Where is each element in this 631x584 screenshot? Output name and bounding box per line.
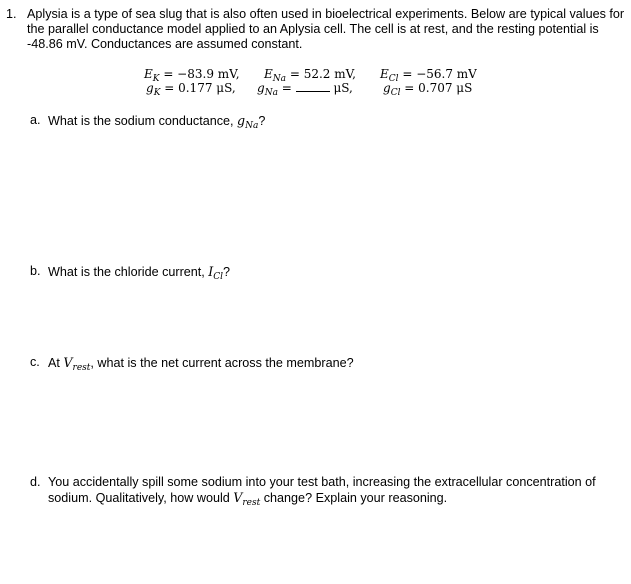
- ena-value: = 52.2 mV,: [286, 67, 356, 81]
- gna-blank: [296, 81, 330, 92]
- part-letter: a.: [30, 113, 41, 127]
- part-letter: d.: [30, 475, 41, 489]
- equation-gcl: $g_{Cl} = 0.707$ μS: [383, 81, 473, 98]
- part-letter: c.: [30, 355, 40, 369]
- ek-value: = −83.9 mV,: [159, 67, 240, 81]
- question-text: Aplysia is a type of sea slug that is also often used in bioelectrical experiments. Below are typical values for the parallel conductance model applied to an Aplysia cell. The cell is at rest, and the resting potential is -48.86 mV. Conductances are assumed constant.: [27, 7, 625, 51]
- gcl-value: = 0.707 μS: [400, 81, 473, 95]
- equation-ek: $E_K = -83.9$ mV,: [144, 67, 240, 84]
- equation-ena: $E_{Na} = 52.2$ mV,: [264, 67, 356, 84]
- equation-gk: $g_K = 0.177$ μS,: [146, 81, 236, 98]
- equation-ecl: $E_{Cl} = -56.7$ mV: [380, 67, 477, 84]
- equation-gna: $g_{Na} = \mu S$,: [257, 81, 353, 98]
- part-letter: b.: [30, 264, 41, 278]
- part-text: At $V_{rest}$, what is the net current across the membrane?: [48, 355, 354, 373]
- part-text: You accidentally spill some sodium into your test bath, increasing the extracellular concentration of sodium. Qualitatively, how would $V_{rest}$ change? Explain your reasoning.: [48, 475, 596, 508]
- part-text: What is the sodium conductance, $g_{Na}$?: [48, 113, 266, 131]
- ecl-value: = −56.7 mV: [398, 67, 477, 81]
- question-number: 1.: [6, 7, 17, 21]
- part-text: What is the chloride current, $I_{Cl}$?: [48, 264, 231, 282]
- gk-value: = 0.177 μS,: [160, 81, 236, 95]
